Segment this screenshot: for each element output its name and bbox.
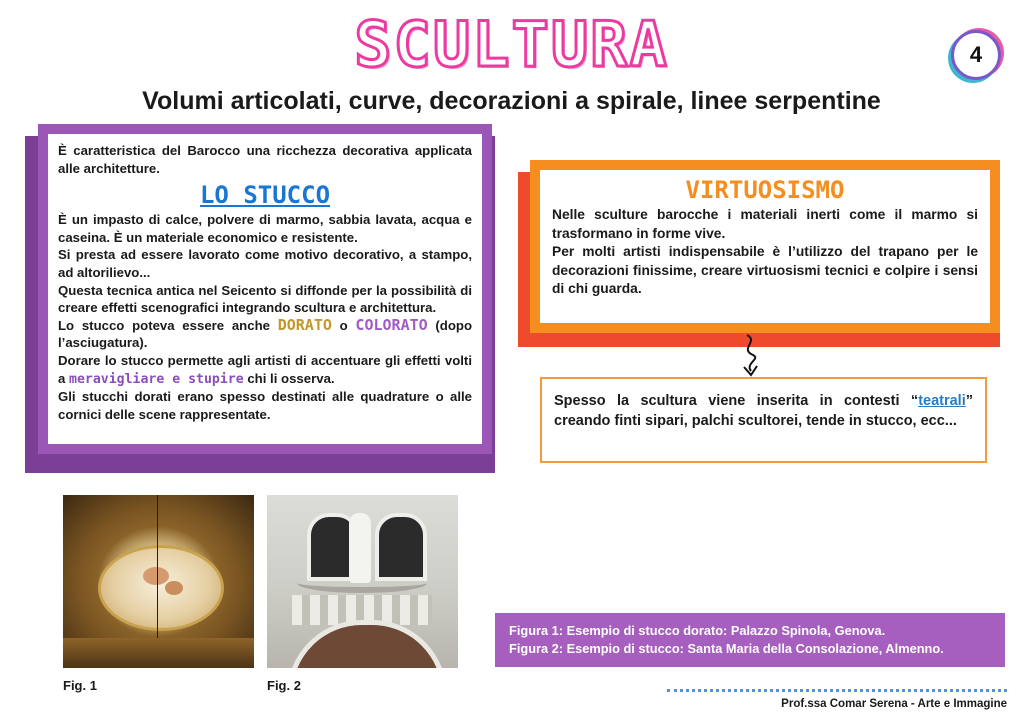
squiggle-arrow-icon <box>735 333 765 379</box>
figures-caption <box>495 613 1005 667</box>
figure-2-image <box>267 495 458 668</box>
page-title: SCULTURA <box>354 8 669 81</box>
colorato-highlight: COLORATO <box>355 315 428 334</box>
stucco-box-content <box>48 134 482 444</box>
virtuosismo-box <box>530 160 1000 333</box>
stucco-p4-text-c: (dopo l’asciugatura). <box>58 317 473 351</box>
stucco-paragraph-2: Si presta ad essere lavorato come motivo decorativo, a stampo, ad altorilievo... <box>58 247 472 280</box>
teatrali-box <box>540 377 987 463</box>
virtuosismo-paragraph-1: Nelle sculture barocche i materiali inerti come il marmo si trasformano in forme vive. <box>552 207 978 241</box>
gilded-frame <box>63 638 254 668</box>
page-subtitle: Volumi articolati, curve, decorazioni a spirale, linee serpentine <box>142 87 881 115</box>
dorato-highlight: DORATO <box>277 315 332 334</box>
teatrali-text-a: Spesso la scultura viene inserita in contesti “ <box>554 393 919 409</box>
stucco-intro: È caratteristica del Barocco una ricchezza decorativa applicata alle architetture. <box>58 143 472 176</box>
figure-1-label: Fig. 1 <box>63 678 97 693</box>
stucco-paragraph-5 <box>58 352 472 388</box>
teatrali-text <box>554 391 973 431</box>
stucco-paragraph-3: Questa tecnica antica nel Seicento si diffonde per la possibilità di creare effetti scenografici integrando scultura e architettura. <box>58 282 472 316</box>
stucco-p4-text-b: o <box>331 317 356 333</box>
virtuosismo-paragraph-2: Per molti artisti indispensabile è l’utilizzo del trapano per le decorazioni finissime, creare virtuosismi tecnici e colpire i sensi di chi guarda. <box>552 244 978 296</box>
teatrali-text-b: ” creando finti sipari, palchi scultorei, tende in stucco, ecc... <box>554 393 973 429</box>
footer-divider <box>667 689 1007 692</box>
footer-author: Prof.ssa Comar Serena - Arte e Immagine <box>781 698 1007 710</box>
meravigliare-highlight: meravigliare e stupire <box>69 371 244 387</box>
fresco-figure <box>143 567 169 585</box>
virtuosismo-heading: VIRTUOSISMO <box>685 176 845 204</box>
figure-1-image <box>63 495 254 668</box>
stucco-p5-text-b: chi li osserva. <box>243 370 335 386</box>
stucco-box <box>38 124 492 454</box>
fresco-oval <box>98 545 224 631</box>
stucco-paragraph-1: È un impasto di calce, polvere di marmo, sabbia lavata, acqua e caseina. È un materiale economico e resistente. <box>58 212 472 245</box>
teatrali-link[interactable]: teatrali <box>918 393 966 409</box>
virtuosismo-box-content <box>540 170 990 323</box>
stucco-garland <box>297 573 427 593</box>
caption-figure-2: Figura 2: Esempio di stucco: Santa Maria della Consolazione, Almenno. <box>509 641 944 656</box>
fresco-figure <box>165 581 183 595</box>
figure-2-label: Fig. 2 <box>267 678 301 693</box>
stucco-p5-text-a: Dorare lo stucco permette agli artisti di accentuare gli effetti volti a <box>58 352 472 386</box>
page-number-badge: 4 <box>951 30 1001 80</box>
caption-figure-1: Figura 1: Esempio di stucco dorato: Palazzo Spinola, Genova. <box>509 623 886 638</box>
stucco-paragraph-4 <box>58 317 472 352</box>
stucco-p4-text-a: Lo stucco poteva essere anche <box>58 317 278 333</box>
stucco-heading: LO STUCCO <box>199 181 331 210</box>
stucco-arch <box>287 620 447 668</box>
arched-window <box>375 513 427 581</box>
stucco-paragraph-6: Gli stucchi dorati erano spesso destinati alle quadrature o alle cornici delle scene rappresentate. <box>58 389 472 422</box>
